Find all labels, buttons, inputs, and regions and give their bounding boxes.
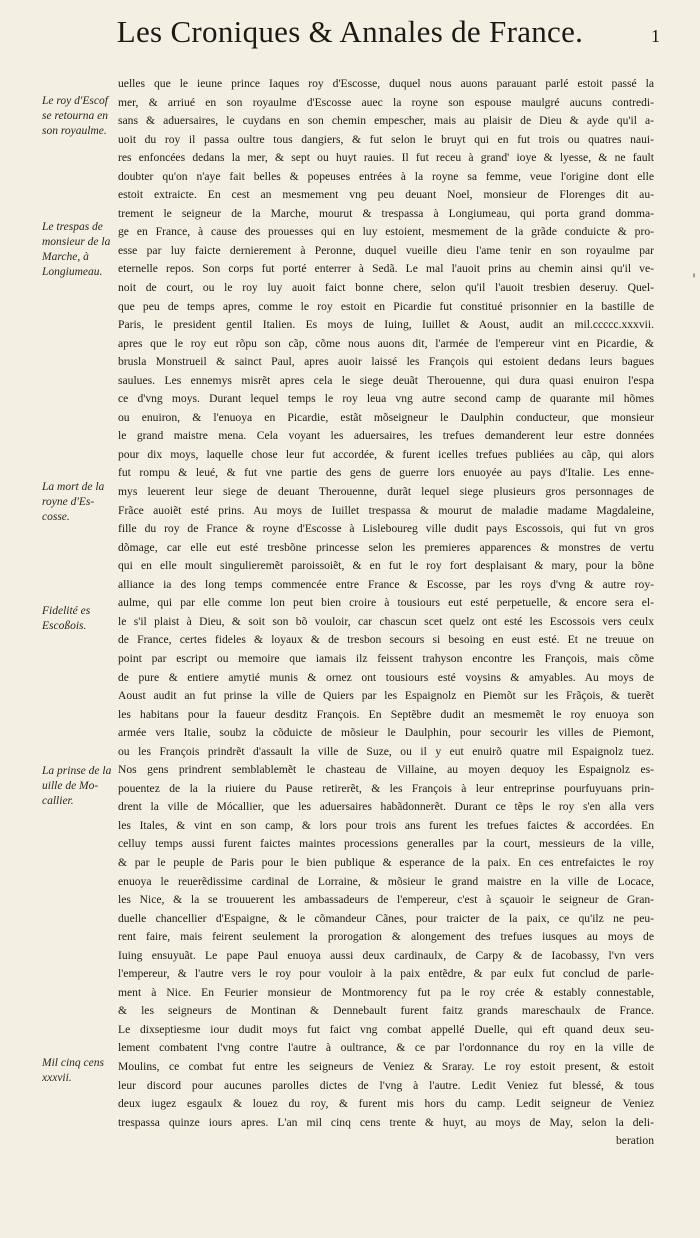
- body-line: Moulins, ce combat fut entre les seigneurs de Veniez & Sraray. Le roy estoit present, & estoit: [118, 1059, 654, 1073]
- body-line: ou les François prindrẽt d'assault la ville de Suze, ou il y eut enuirõ quatre mil Espaignolz tuez.: [118, 744, 654, 758]
- body-line: ou enuiron, & l'enuoya en Picardie, estãt mõseigneur le Daulphin conducteur, que monsieur: [118, 410, 654, 424]
- body-line: trement le seigneur de la Marche, mourut & trespassa à Longiumeau, qui porta grand domma-: [118, 206, 654, 220]
- body-line: le s'il plaist à Dieu, & soit son bõ vouloir, car chascun scet quelz ont esté les Escossois vers ceulx: [118, 614, 654, 628]
- body-line: brusla Monstrueil & sainct Paul, apres auoir laissé les François qui estoient dedans leurs bagues: [118, 355, 654, 369]
- page-mark: 1: [651, 26, 660, 46]
- body-line: uelles que le ieune prince Iaques roy d'Escosse, duquel nous auons parauant parlé estoit passé la: [118, 77, 654, 90]
- body-line: aulme, qui par elle comme lon peut bien croire à tousiours eut esté perpetuelle, & encore sera el-: [118, 596, 654, 610]
- gutter-mark: ': [692, 272, 696, 288]
- page-title: Les Croniques & Annales de France.: [116, 14, 584, 49]
- body-line: alliance ia des long temps commencée entre France & Escosse, par les roys d'vng & autre roy-: [118, 577, 654, 591]
- body-line: celluy temps aussi furent faictes maintes processions generalles par la court, messieurs de la ville,: [118, 837, 654, 851]
- body-line: ce d'vng moys. Durant lequel temps le roy leua vng autre second camp de quarante mil hõmes: [118, 392, 654, 406]
- margin-note: Le trespas de monsieur de la Marche, à Longiumeau.: [42, 221, 111, 278]
- body-text: [118, 75, 654, 1151]
- body-line: Nos gens prindrent semblablemẽt le chasteau de Villaine, au moyen dequoy les Espaignolz es-: [118, 763, 654, 777]
- body-line: uoit du roy il passa oultre tous dangiers, & fut selon le bruyt qui en fut trois ou quatres naui-: [118, 132, 654, 146]
- body-line: Frãce auoiẽt esté prins. Au moys de Iuillet trespassa & mourut de maladie madame Magdaleine,: [118, 503, 654, 517]
- body-line: l'empereur, & l'autre vers le roy pour vouloir à la paix entẽdre, & par eulx fut conclud de parle-: [118, 967, 654, 981]
- body-line: Paris, le president gentil Italien. Es moys de Iuing, Iuillet & Aoust, audit an mil.ccccc.xxxvii.: [118, 318, 654, 332]
- body-line: fille du roy de France & royne d'Escosse à Lisleboureg ville dudit pays Escossois, qui fut vn gros: [118, 522, 654, 536]
- body-line: armée vers Italie, soubz la cõduicte de mõsieur le Daulphin, pour secourir les villes de Piemont,: [118, 726, 654, 740]
- body-line: beration: [616, 1134, 654, 1148]
- body-line: ge en France, à cause des prouesses qui en luy estoient, mesmement de la grãde conduicte & pro-: [118, 225, 654, 239]
- body-line: eternelle repos. Son corps fut porté enterrer à Sedã. Le mal l'auoit prins au chemin ainsi qu'il ve-: [118, 262, 654, 276]
- body-line: res enfoncées dedans la mer, & sept ou huyt rauies. Il fut receu à grand' ioye & lyesse, & ne fault: [118, 151, 654, 165]
- margin-note: Fidelité es Escoßois.: [42, 605, 91, 632]
- body-line: sans & aduersaires, le cuydans en son chemin empescher, mais au plaisir de Dieu & ayde qu'il a-: [118, 114, 654, 128]
- body-line: apres que le roy eut rõpu son cãp, cõme nous auons dit, l'armée de l'empereur vint en Picardie, &: [118, 336, 654, 350]
- margin-note: Mil cinq cens xxxvii.: [42, 1057, 104, 1084]
- body-line: esse par luy faicte dernierement à Peronne, duquel vueille dieu l'ame tenir en son royaulme par: [118, 243, 654, 257]
- body-line: les habitans pour la faueur desditz François. En Septẽbre dudit an mesmemẽt le roy enuoya son: [118, 707, 654, 721]
- body-line: drent la ville de Mócallier, que les aduersaires habãdonnerẽt. Durant ce tẽps le roy s'en alla vers: [118, 800, 654, 814]
- body-line: leur discord pour aucunes parolles dictes de l'vng à l'autre. Ledit Veniez fut blessé, & tous: [118, 1078, 654, 1092]
- margin-note: Le roy d'Escof se retourna en son royaulme.: [42, 95, 109, 137]
- body-line: les Nice, & la se trouuerent les ambassadeurs de l'empereur, c'est à sçauoir le seigneur de Gran-: [118, 893, 654, 907]
- body-line: qui en elle moult singulieremẽt paroissoiẽt, & en fut le roy fort desplaisant & mary, pour la bõne: [118, 559, 654, 573]
- body-line: le grand maistre mena. Cela voyant les aduersaires, les trefues demanderent leur estre données: [118, 429, 654, 443]
- body-line: de France, certes fideles & loyaux & de tresbon secours si besoing en eust esté. Et ne treuue on: [118, 633, 654, 647]
- body-line: & les seigneurs de Montinan & Dennebault furent faitz grands mareschaulx de France.: [118, 1004, 654, 1018]
- body-line: que peu de temps apres, comme le roy estoit en Picardie fut constitué prisonnier en la bastille de: [118, 299, 654, 313]
- body-line: noit de court, ou le roy luy auoit faict bonne chere, selon qu'il l'auoit tresbien deseruy. Quel-: [118, 281, 654, 295]
- body-line: estoit extraicte. En cest an mesmement vng peu deuant Noel, monsieur de Florenges dit au-: [118, 188, 654, 202]
- body-line: les Itales, & vint en son camp, & lors pour trois ans furent les trefues faictes & accordées. En: [118, 818, 654, 832]
- body-line: mys leuerent leur siege de deuant Therouenne, durãt lequel siege plusieurs gros personnages de: [118, 485, 654, 499]
- body-line: deux iugez esgaulx & louez du roy, & furent mis hors du camp. Ledit seigneur de Veniez: [118, 1097, 654, 1111]
- body-line: lement combatent l'vng contre l'autre à oultrance, & ce par l'ordonnance du roy en la ville de: [118, 1041, 654, 1055]
- body-line: doubter qu'on n'aye fait belles & popeuses entrées à la royne sa femme, veue l'origine dont elle: [118, 169, 654, 183]
- body-line: pouentez de la la riuiere du Pause retirerẽt, & les François à leur entreprinse pourfuyuans prin-: [118, 781, 654, 795]
- body-line: enuoya le reuerẽdissime cardinal de Lorraine, & mõsieur le grand maistre en la ville de Locace,: [118, 874, 654, 888]
- body-line: fut rompu & leué, & fut vne partie des gens de guerre lors enuoyée au pays d'Italie. Les enne-: [118, 466, 654, 480]
- body-line: Iuing ensuyuãt. Le pape Paul enuoya aussi deux cardinaulx, de Carpy & de Iacobassy, l'vn vers: [118, 948, 654, 962]
- body-line: de pure & entiere amytié munis & ornez ont tousiours esté voysins & amyables. Au moys de: [118, 670, 654, 684]
- body-line: Le dixseptiesme iour dudit moys fut faict vng combat appellé Duelle, qui eft quand deux seu-: [118, 1022, 654, 1036]
- body-line: point par escript ou memoire que iamais ilz feissent trahyson encontre les François, mais cõme: [118, 651, 654, 665]
- body-line: & par le peuple de Paris pour le bien publique & esperance de la paix. En ces entrefaictes le roy: [118, 855, 654, 869]
- body-line: duelle chancellier d'Espaigne, & le cõmandeur Cãnes, pour traicter de la paix, ce qu'ilz ne peu-: [118, 911, 654, 925]
- body-line: rent faire, mais feirent seulement la prorogation & alongement des trefues iusques au moys de: [118, 930, 654, 944]
- margin-note: La prinse de la uille de Mo-callier.: [42, 765, 112, 807]
- body-line: dõmage, car elle eut esté tresbõne princesse selon les premieres apparences & monstres de vertu: [118, 540, 654, 554]
- body-line: pour dix moys, laquelle chose leur fut accordée, & furent icelles trefues publiées au cãp, qui alors: [118, 447, 654, 461]
- body-line: trespassa quinze iours apres. L'an mil cinq cens trente & huyt, au moys de May, selon la deli-: [118, 1115, 654, 1129]
- body-line: Aoust audit an fut prinse la ville de Quiers par les Espaignolz en Piemõt sur les Frãçois, & tuerẽt: [118, 689, 654, 703]
- margin-note: La mort de la royne d'Es-cosse.: [42, 481, 105, 523]
- body-line: saulues. Les ennemys misrẽt apres cela le siege deuãt Therouenne, qui dura quasi enuiron l'espa: [118, 373, 654, 387]
- body-line: ment à Nice. En Feurier monsieur de Montmorency fut pa le roy crée & estably connestable,: [118, 985, 654, 999]
- body-line: mer, & arriué en son royaulme d'Escosse auec la royne son espouse maulgré aucuns contredi-: [118, 95, 654, 109]
